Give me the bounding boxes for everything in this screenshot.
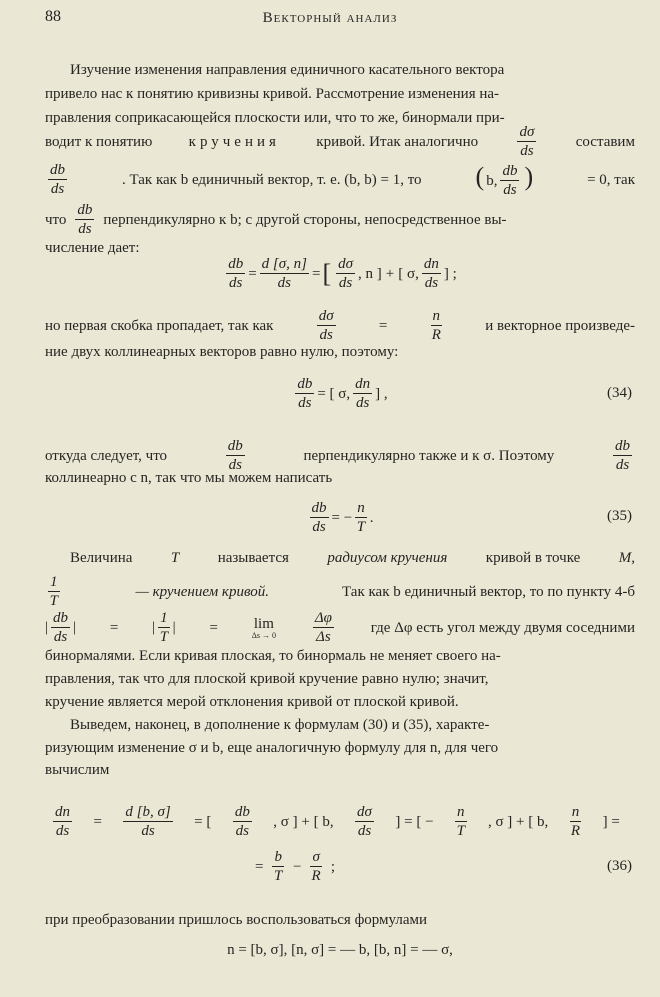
text-line: бинормалями. Если кривая плоская, то бинормаль не меняет своего на- bbox=[45, 648, 501, 664]
text-line: вычислим bbox=[45, 762, 110, 778]
paren-expr: ( b, $\frac{db}{ds}$ ) bbox=[475, 161, 534, 199]
fraction: db ds bbox=[50, 162, 65, 197]
text-line: Выведем, наконец, в дополнение к формулам (30) и (35), характе- bbox=[70, 717, 490, 733]
running-title: Векторный анализ bbox=[262, 10, 398, 26]
text-line: привело нас к понятию кривизны кривой. Рассмотрение изменения на- bbox=[45, 86, 500, 102]
equation-35: $\frac{db}{ds}$ = − $\frac{n}{T}$ . bbox=[311, 500, 374, 535]
text: кривой. Итак аналогично bbox=[316, 133, 479, 150]
equation-number: (35) bbox=[607, 508, 632, 524]
fraction: dσ ds bbox=[519, 124, 535, 159]
text-line: Изучение изменения направления единичного касательного вектора bbox=[70, 62, 505, 78]
text-line: | $\frac{db}{ds}$ | = | $\frac{1}{T}$ | = lim Δs → 0 Δφ Δs где Δφ есть угол между двумя соседними bbox=[45, 610, 635, 645]
text-line bbox=[45, 198, 635, 242]
text: водит к понятию bbox=[45, 133, 153, 150]
equation: $\frac{db}{ds}$ = $\frac{d [\sigma, n]}{ds}$ = [ dσ ds , n ] + [ σ, dn ds ] ; bbox=[228, 256, 457, 291]
equation-34: $\frac{db}{ds}$ = [ σ, dn ds ] , bbox=[297, 376, 388, 411]
text-line: числение дает: bbox=[45, 240, 140, 256]
text-line: но первая скобка пропадает, так как $\frac{d\sigma}{ds}$ = $\frac{n}{R}$ и векторное произведе- bbox=[45, 308, 635, 343]
text-line: кручение является мерой отклонения кривой от плоской кривой. bbox=[45, 694, 459, 710]
text-line: 1 T — кручением кривой. Так как b единичный вектор, то по пункту 4-б bbox=[49, 574, 635, 609]
text-line: откуда следует, что db ds перпендикулярно также и к σ. Поэтому db ds bbox=[45, 438, 630, 473]
fraction: db ds bbox=[77, 202, 93, 237]
spaced-term: кручения bbox=[188, 133, 280, 150]
text-line: правления соприкасающейся плоскости или, что то же, бинормали при- bbox=[45, 110, 505, 126]
equation-number: (34) bbox=[607, 385, 632, 401]
text: составим bbox=[575, 133, 635, 150]
text-line bbox=[45, 158, 635, 202]
equation-36: $\frac{dn}{ds}$ = $\frac{d [b, \sigma]}{ds}$ = [ db ds , σ ] + [ b, dσ ds ] = [ − $\frac{n}{T}$ , σ ] + [ b, n R ] = bbox=[55, 804, 620, 839]
text-line: коллинеарно с n, так что мы можем написать bbox=[45, 470, 333, 486]
equation-number: (36) bbox=[607, 858, 632, 874]
text: = 0, так bbox=[587, 171, 635, 188]
text: что bbox=[45, 211, 67, 228]
text: перпендикулярно к b; с другой стороны, непосредственное вы- bbox=[103, 211, 507, 228]
text-line: правления, так что для плоской кривой кручение равно нулю; значит, bbox=[45, 671, 489, 687]
formula-line: n = [b, σ], [n, σ] = — b, [b, n] = — σ, bbox=[227, 942, 453, 958]
equation-36-cont: = $\frac{b}{T}$ − $\frac{\sigma}{R}$ ; bbox=[255, 849, 336, 884]
text-line: ние двух коллинеарных векторов равно нулю, поэтому: bbox=[45, 344, 399, 360]
text-line: при преобразовании пришлось воспользоваться формулами bbox=[45, 912, 428, 928]
text: . Так как b единичный вектор, т. е. (b, b) = 1, то bbox=[121, 171, 422, 188]
text-line: Величина T называется радиусом кручения кривой в точке M, bbox=[70, 550, 635, 566]
page-number: 88 bbox=[45, 8, 61, 25]
text-line: ризующим изменение σ и b, еще аналогичную формулу для n, для чего bbox=[45, 740, 499, 756]
